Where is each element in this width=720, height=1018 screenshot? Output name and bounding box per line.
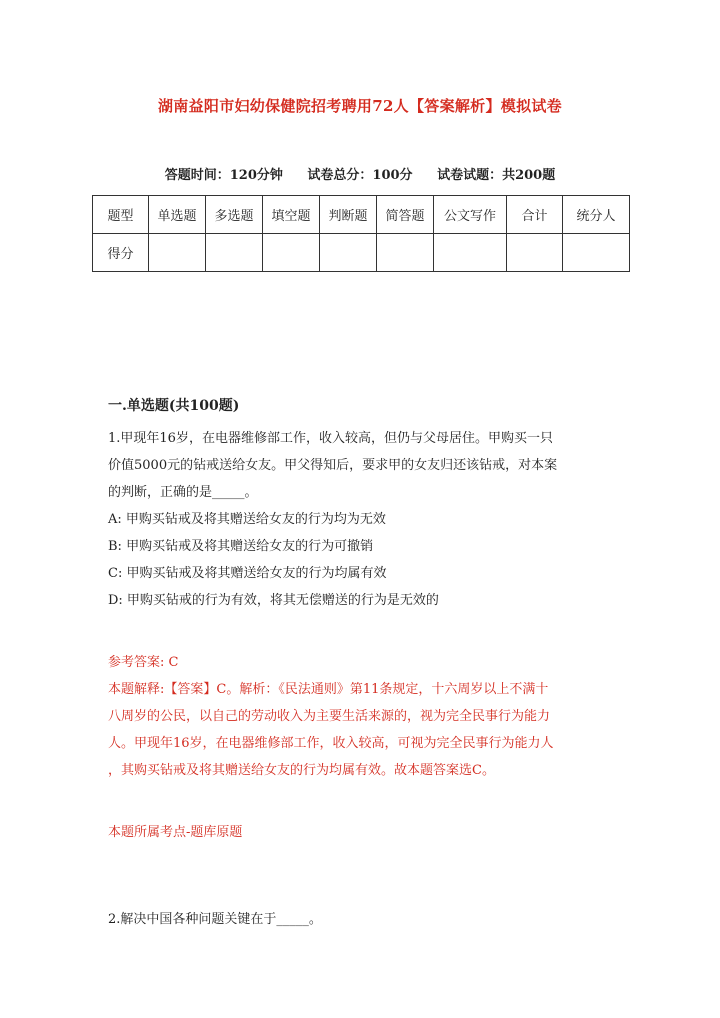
score-table-score-row xyxy=(93,234,630,272)
topic-text: 本题所属考点-题库原题 xyxy=(108,825,243,840)
question-1-line: 价值5000元的钻戒送给女友。甲父得知后，要求甲的女友归还该钻戒，对本案 xyxy=(108,458,558,473)
exam-total-score: 试卷总分：100分 xyxy=(307,168,413,183)
question-1 xyxy=(108,425,628,614)
score-row-label: 得分 xyxy=(93,234,149,272)
score-cell xyxy=(377,234,434,272)
explanation-line: 人。甲现年16岁，在电器维修部工作，收入较高，可视为完全民事行为能力人 xyxy=(108,736,554,751)
option-b: B: 甲购买钻戒及将其赠送给女友的行为可撤销 xyxy=(108,539,374,554)
score-cell xyxy=(206,234,263,272)
section-title: 一.单选题(共100题) xyxy=(108,398,240,414)
score-header-cell: 公文写作 xyxy=(434,196,507,234)
score-cell xyxy=(507,234,563,272)
score-header-cell: 合计 xyxy=(507,196,563,234)
score-header-cell: 简答题 xyxy=(377,196,434,234)
score-table xyxy=(92,195,630,272)
option-a: A: 甲购买钻戒及将其赠送给女友的行为均为无效 xyxy=(108,512,386,527)
explanation-line: 本题解释:【答案】C。解析：《民法通则》第11条规定，十六周岁以上不满十 xyxy=(108,682,549,697)
score-header-cell: 题型 xyxy=(93,196,149,234)
document-title: 湖南益阳市妇幼保健院招考聘用72人【答案解析】模拟试卷 xyxy=(158,97,562,115)
question-2-text: 2.解决中国各种问题关键在于_____。 xyxy=(108,912,322,927)
question-2 xyxy=(108,906,628,933)
option-c: C: 甲购买钻戒及将其赠送给女友的行为均属有效 xyxy=(108,566,387,581)
explanation-line: ，其购买钻戒及将其赠送给女友的行为均属有效。故本题答案选C。 xyxy=(108,763,495,778)
score-cell xyxy=(263,234,320,272)
exam-meta xyxy=(0,164,720,183)
topic-line xyxy=(108,819,628,846)
score-header-cell: 填空题 xyxy=(263,196,320,234)
score-cell xyxy=(149,234,206,272)
score-header-cell: 统分人 xyxy=(563,196,630,234)
score-cell xyxy=(434,234,507,272)
score-cell xyxy=(563,234,630,272)
reference-answer: 参考答案: C xyxy=(108,655,179,670)
explanation-line: 八周岁的公民，以自己的劳动收入为主要生活来源的，视为完全民事行为能力 xyxy=(108,709,551,724)
score-table-header-row xyxy=(93,196,630,234)
option-d: D: 甲购买钻戒的行为有效，将其无偿赠送的行为是无效的 xyxy=(108,593,439,608)
score-header-cell: 单选题 xyxy=(149,196,206,234)
exam-time: 答题时间：120分钟 xyxy=(164,168,283,183)
score-header-cell: 多选题 xyxy=(206,196,263,234)
answer-block xyxy=(108,649,628,784)
exam-question-count: 试卷试题：共200题 xyxy=(437,168,556,183)
question-1-line: 的判断，正确的是_____。 xyxy=(108,485,258,500)
score-header-cell: 判断题 xyxy=(320,196,377,234)
score-cell xyxy=(320,234,377,272)
question-1-line: 1.甲现年16岁，在电器维修部工作，收入较高，但仍与父母居住。甲购买一只 xyxy=(108,431,553,446)
